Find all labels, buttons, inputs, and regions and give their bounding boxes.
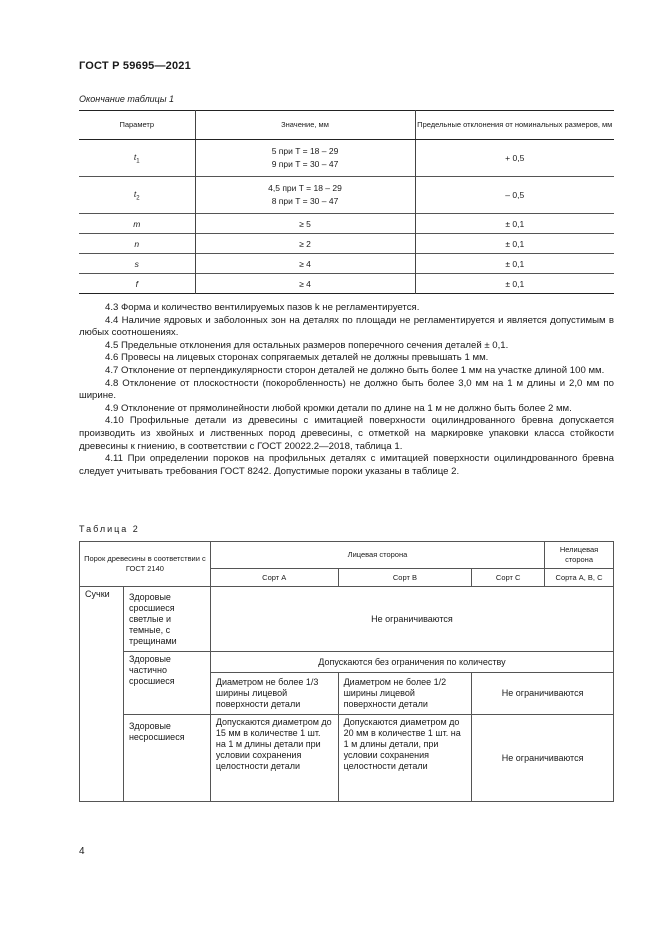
table-row: [80, 587, 614, 652]
table2: [79, 541, 614, 802]
value-cell: ≥ 2: [195, 234, 415, 254]
header-wood-defect: Порок древесины в соответствии с ГОСТ 2140: [80, 542, 211, 587]
page-number: 4: [79, 846, 85, 857]
header-face-side: Лицевая сторона: [210, 542, 544, 569]
table1-header-param: Параметр: [79, 111, 195, 140]
value-cell: ≥ 5: [195, 214, 415, 234]
deviation-cell: ± 0,1: [415, 274, 614, 294]
param-cell: $t_2$: [79, 177, 195, 214]
header-grade-b: Сорт В: [338, 569, 472, 587]
deviation-cell: – 0,5: [415, 177, 614, 214]
partial-common-value: Допускаются без ограничения по количеству: [210, 652, 613, 673]
table1-caption: Окончание таблицы 1: [79, 94, 174, 104]
table1: [79, 110, 614, 294]
table-row: [79, 214, 614, 234]
defect-knots: Сучки: [80, 587, 124, 802]
unfused-grade-a: Допускаются диаметром до 15 мм в количестве 1 шт. на 1 м длины детали при условии сохранения целостности детали: [210, 715, 338, 802]
deviation-cell: ± 0,1: [415, 234, 614, 254]
document-header: ГОСТ Р 59695—2021: [79, 60, 191, 72]
table1-header-row: [79, 111, 614, 140]
knot-type-fused: Здоровые сросшиеся светлые и темные, с трещинами: [123, 587, 210, 652]
table2-caption: Таблица 2: [79, 524, 140, 534]
value-cell: ≥ 4: [195, 274, 415, 294]
knot-type-partial: Здоровые частично сросшиеся: [123, 652, 210, 715]
table-row: [79, 177, 614, 214]
param-cell: f: [79, 274, 195, 294]
table-row: [79, 254, 614, 274]
paragraph-4-5: 4.5 Предельные отклонения для остальных размеров поперечного сечения деталей ± 0,1.: [105, 339, 509, 351]
header-grade-c: Сорт С: [472, 569, 545, 587]
partial-grade-a: Диаметром не более 1/3 ширины лицевой поверхности детали: [210, 673, 338, 715]
partial-grade-c-nonface: Не ограничиваются: [472, 673, 614, 715]
header-nonface-side: Нелицевая сторона: [545, 542, 614, 569]
value-cell: 4,5 при T = 18 – 29 8 при T = 30 – 47: [195, 177, 415, 214]
fused-value: Не ограничиваются: [210, 587, 613, 652]
param-cell: $t_1$: [79, 140, 195, 177]
partial-grade-b: Диаметром не более 1/2 ширины лицевой поверхности детали: [338, 673, 472, 715]
table-row: [80, 715, 614, 802]
paragraph-4-7: 4.7 Отклонение от перпендикулярности сторон деталей не должно быть более 1 мм на участке длиной 100 мм.: [105, 364, 605, 376]
unfused-grade-c-nonface: Не ограничиваются: [472, 715, 614, 802]
header-grade-a: Сорт А: [210, 569, 338, 587]
param-cell: n: [79, 234, 195, 254]
header-grades-all: Сорта А, В, С: [545, 569, 614, 587]
param-cell: m: [79, 214, 195, 234]
paragraph-4-4: 4.4 Наличие ядровых и заболонных зон на деталях по площади не регламентируется и является допустимым в любых соотношениях.: [79, 314, 614, 339]
table-row: [80, 652, 614, 673]
param-cell: s: [79, 254, 195, 274]
deviation-cell: ± 0,1: [415, 254, 614, 274]
paragraph-4-3: 4.3 Форма и количество вентилируемых пазов k не регламентируется.: [105, 302, 420, 313]
paragraph-4-11: 4.11 При определении пороков на профильных деталях с имитацией поверхности оцилиндрованного бревна следует учитывать требования ГОСТ 8242. Допустимые пороки указаны в таблице 2.: [79, 453, 614, 477]
deviation-cell: ± 0,1: [415, 214, 614, 234]
value-cell: 5 при T = 18 – 29 9 при T = 30 – 47: [195, 140, 415, 177]
unfused-grade-b: Допускаются диаметром до 20 мм в количестве 1 шт. на 1 м длины детали, при условии сохранения целостности детали: [338, 715, 472, 802]
table-row: [79, 274, 614, 294]
paragraph-4-8: 4.8 Отклонение от плоскостности (покоробленность) не должно быть более 3,0 мм на 1 м длины и 2,0 мм по ширине.: [79, 377, 614, 402]
table-row: [79, 234, 614, 254]
knot-type-unfused: Здоровые несросшиеся: [123, 715, 210, 802]
table2-header-row: [80, 542, 614, 569]
table-row: [79, 140, 614, 177]
deviation-cell: + 0,5: [415, 140, 614, 177]
value-cell: ≥ 4: [195, 254, 415, 274]
table1-header-deviation: Предельные отклонения от номинальных размеров, мм: [415, 111, 614, 140]
body-text: [79, 302, 614, 478]
paragraph-4-6: 4.6 Провесы на лицевых сторонах сопрягаемых деталей не должны превышать 1 мм.: [105, 352, 489, 364]
table1-header-value: Значение, мм: [195, 111, 415, 140]
paragraph-4-10: 4.10 Профильные детали из древесины с имитацией поверхности оцилиндрованного бревна допускается производить из хвойных и лиственных пород древесины, с отметкой на маркировке упаковки класса стойкости древесины к гниению, в соответствии с ГОСТ 20022.2—2018, таблица 1.: [79, 415, 614, 452]
paragraph-4-9: 4.9 Отклонение от прямолинейности любой кромки детали по длине на 1 м не должно быть более 2 мм.: [105, 402, 572, 414]
